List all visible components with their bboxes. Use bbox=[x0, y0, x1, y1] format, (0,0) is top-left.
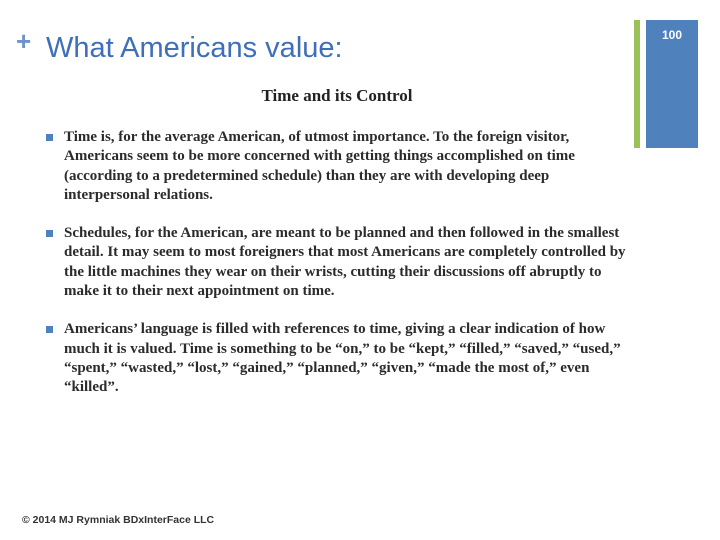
plus-icon: + bbox=[16, 26, 32, 56]
bullet-item bbox=[46, 320, 636, 397]
bullet-text: Time is, for the average American, of utmost importance. To the foreign visitor, Americans seem to be more concerned with getting things accomplished on time (according to a predetermined schedule) than they are with developing deep interpersonal relations. bbox=[64, 129, 575, 203]
bullet-item bbox=[46, 128, 636, 205]
bullet-text: Americans’ language is filled with references to time, giving a clear indication of how much it is valued. Time is something to be “on,” to be “kept,” “filled,” “saved,” “used,” “spent,” “wasted,” “lost,” “gained,” “planned,” “given,” “made the most of,” even “killed”. bbox=[64, 321, 621, 396]
page-number: 100 bbox=[661, 28, 683, 42]
copyright-footer: © 2014 MJ Rymniak BDxInterFace LLC bbox=[22, 514, 215, 526]
square-bullet-icon bbox=[46, 230, 53, 237]
square-bullet-icon bbox=[46, 134, 53, 141]
slide-subtitle: Time and its Control bbox=[261, 86, 413, 105]
slide-title: What Americans value: bbox=[46, 32, 343, 64]
bullet-text: Schedules, for the American, are meant to be planned and then followed in the smallest detail. It may seem to most foreigners that most Americans are completely controlled by the little machines they wear on their wrists, cutting their discussions off abruptly to make it to their next appointment on time. bbox=[64, 225, 626, 300]
bullet-list bbox=[46, 128, 636, 417]
square-bullet-icon bbox=[46, 326, 53, 333]
bullet-item bbox=[46, 224, 636, 301]
